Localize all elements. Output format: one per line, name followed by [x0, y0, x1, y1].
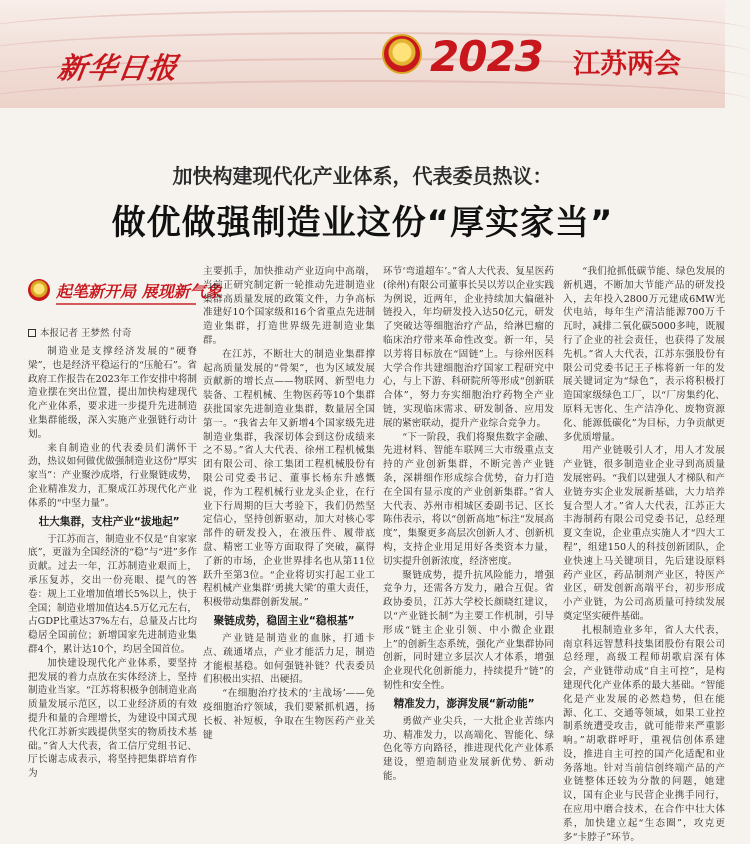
article-column-2 [203, 265, 375, 741]
byline [28, 325, 132, 339]
event-banner [0, 0, 725, 108]
paragraph: 主要抓手，加快推动产业迈向中高端，当前正研究制定新一轮推动先进制造业集群高质量发展的政策文件，力争高标准建好10个国家级和16个省重点先进制造业集群，打造世界级先进制造业集群。 [203, 266, 375, 346]
article-subtitle: 加快构建现代化产业体系，代表委员热议： [172, 164, 553, 188]
paragraph: 来自制造业的代表委员们满怀干劲，热议如何做优做强制造业这份“厚实家当”：产业聚沙成塔，行业聚链成势，企业精准发力，汇聚成江苏现代化产业体系的“中坚力量”。 [28, 442, 197, 509]
article-headline: 做优做强制造业这份“厚实家当” [111, 203, 614, 243]
square-bullet-icon [28, 329, 36, 337]
section-heading: 壮大集群，支柱产业“拔地起” [38, 515, 180, 528]
newspaper-masthead: 新华日报 [55, 51, 181, 85]
paragraph: 勇做产业尖兵，一大批企业苦练内功、精准发力，以高端化、智能化、绿色化等方向路径，推进现代化产业体系建设，塑造制造业发展新优势、新动能。 [383, 715, 554, 782]
slogan-underline [56, 303, 196, 305]
paragraph: 制造业是支撑经济发展的“硬脊梁”，也是经济平稳运行的“压舱石”。省政府工作报告在2023年工作安排中将制造业摆在突出位置，提出加快构建现代化产业体系，要求进一步提升先进制造业集群能级，深入实施产业强链行动计划。 [28, 346, 197, 440]
event-name: 江苏两会 [573, 49, 681, 80]
slogan-banner [28, 265, 222, 315]
section-heading: 精准发力，澎湃发展“新动能” [393, 697, 535, 710]
paragraph: 于江苏而言，制造业不仅是“自家家底”，更溢为全国经济的“稳”与“进”多作贡献。过去一年，江苏制造业艰而上，承压复苏，交出一份亮眼、提气的答卷：规上工业增加值增长5%以上，快于全国；制造业增加值达4.5万亿元左右，占GDP比重达37%左右，总量及占比均稳居全国前位；新增国家先进制造业集群4个，累计达10个，均居全国首位。 [28, 533, 197, 655]
emblem-icon [28, 279, 50, 301]
slogan-text: 起笔新开局 展现新气象 [56, 282, 222, 301]
paragraph: 在江苏，不断壮大的制造业集群撑起高质量发展的“骨架”，也为区域发展贡献新的增长点——物联网、新型电力装备、工程机械、生物医药等10个集群获批国家先进制造业集群，数量居全国第一。“我省去年又新增4个国家级先进制造业集群，我深切体会到这份成绩来之不易。”省人大代表、徐州工程机械集团有限公司、徐工集团工程机械股份有限公司党委书记、董事长杨东升感慨说，作为工程机械行业龙头企业，在行业下行周期的巨大考验下，我们仍然坚定信心，坚持创新驱动，加大对核心零部件的研发投入，在液压件、履带底盘、精密工业等方面取得了突破，赢得了新的市场，企业世界排名也从第11位跃升至第3位。“企业将切实打起工业工程机械产业集群‘勇挑大梁’的重大责任，积极带动集群创新发展。” [203, 348, 375, 609]
paragraph: “在细胞治疗技术的‘主战场’——免疫细胞治疗领域，我们要紧抓机遇，扬长板、补短板，争取在生物医药产业关键 [203, 688, 375, 741]
paragraph: “下一阶段，我们将聚焦数字金融、先进材料、智能车联网三大市级重点支持的产业创新集群，不断完善产业链条，深耕细作形成综合优势，奋力打造在全国有显示度的产业创新集群。”省人大代表、苏州市相城区委副书记、区长陈伟表示，将以“创新高地”标注“发展高度”，集聚更多高层次创新人才、创新机构，支持企业用足用好各类资本力量，切实提升创新浓度，经济密度。 [383, 431, 554, 567]
paragraph: 环节‘弯道超车’。”省人大代表、复星医药(徐州)有限公司董事长吴以芳以企业实践为例说，近两年，企业持续加大偏磁补链投入，年均研发投入达50亿元，研发了突破达等细胞治疗产品，给淋巴瘤的临床治疗带来革命性改变。新一年，吴以芳将目标放在“固链”上。与徐州医科大学合作共建细胞治疗国家工程研究中心，与上下游、科研院所等形成“创新联合体”，努力夯实细胞治疗药物全产业链，实现临床需求、研发制备、应用发展的紧密联动，提升产业综合竞争力。 [383, 266, 554, 429]
column-text [203, 265, 375, 742]
article-column-1 [28, 265, 222, 780]
event-year: 2023 [430, 32, 543, 81]
article-column-4 [563, 265, 725, 843]
paragraph: 聚链成势，提升抗风险能力，增强竞争力，还需各方发力，融合互促。省政协委员，江苏大学校长颜晓红建议，以“产业链长制”为主要工作机制，引导形成“链主企业引领、中小微企业跟上”的创新生态系统，强化产业集群协同创新，同时建立多层次人才体系，增强企业现代化创新能力，持续提升“链”的韧性和安全性。 [383, 569, 554, 691]
paragraph: 产业链是制造业的血脉，打通卡点、疏通堵点，产业才能活力足，制造才能根基稳。如何强链补链？代表委员们积极出实招、出硬招。 [203, 632, 375, 686]
paragraph: 加快建设现代化产业体系，要坚持把发展的着力点放在实体经济上，坚持制造业当家。“江苏将积极争创制造业高质量发展示范区，以工业经济质的有效提升和量的合理增长，为建设中国式现代化江苏新实践提供坚实的物质技术基础。”省人大代表，省工信厅党组书记、厅长谢志成表示，将坚持把集群培育作为 [28, 657, 197, 780]
paragraph: “我们抢抓低碳节能、绿色发展的新机遇，不断加大节能产品的研发投入，去年投入2800万元建成6MW光伏电站，每年生产清洁能源700万千瓦时，减排二氧化碳5000多吨，既履行了企业的社会责任，也获得了发展先机。”省人大代表，江苏东强股份有限公司党委书记王子栋将新一年的发展关键词定为“绿色”，表示将积极打造国家级绿色工厂，以“厂房集约化、原料无害化、生产洁净化、废物资源化、能源低碳化”为目标，力争贡献更多优质增量。 [563, 266, 725, 443]
column-text [563, 265, 725, 844]
column-text [383, 265, 554, 784]
national-emblem-icon [382, 34, 422, 74]
section-heading: 聚链成势，稳固主业“稳根基” [213, 614, 355, 627]
article-column-3 [383, 265, 554, 782]
paragraph: 用产业链吸引人才，用人才发展产业链，很多制造业企业寻到高质量发展密码。“我们以建强人才梯队和产业链夯实企业发展新基础，大力培养复合型人才。”省人大代表，江苏正大丰海制药有限公司党委书记，总经理夏文奎说，企业重点实施人才“四大工程”，组建150人的科技创新团队，企业快速上马关键项目，先后建设原料药产业区，药品制剂产业区，特医产业区，研发创新高端平台，初步形成小产业链，为公司高质量可持续发展奠定坚实硬件基础。 [563, 445, 725, 622]
paragraph: 扎根制造业多年，省人大代表，南京科远智慧科技集团股份有限公司总经理，高级工程师胡歌启深有体会，产业链带动成“自主可控”，是构建现代化产业体系的最大基础。“智能化是产业发展的必然趋势，但在能源、化工、交通等领域，如果工业控制系统遭受攻击，就可能带来严重影响。”胡歌群呼吁，重视信创体系建设，推进自主可控的国产化适配和业务落地。针对当前信创终端产品的产业链整体还较为分散的问题，她建议，国有企业与民营企业携手同行，在应用中磨合技术，在合作中壮大体系，加快建立起“生态圈”，攻克更多“卡脖子”环节。 [563, 624, 725, 843]
column-text [28, 345, 197, 781]
byline-text: 本报记者 王梦然 付奇 [40, 328, 132, 339]
